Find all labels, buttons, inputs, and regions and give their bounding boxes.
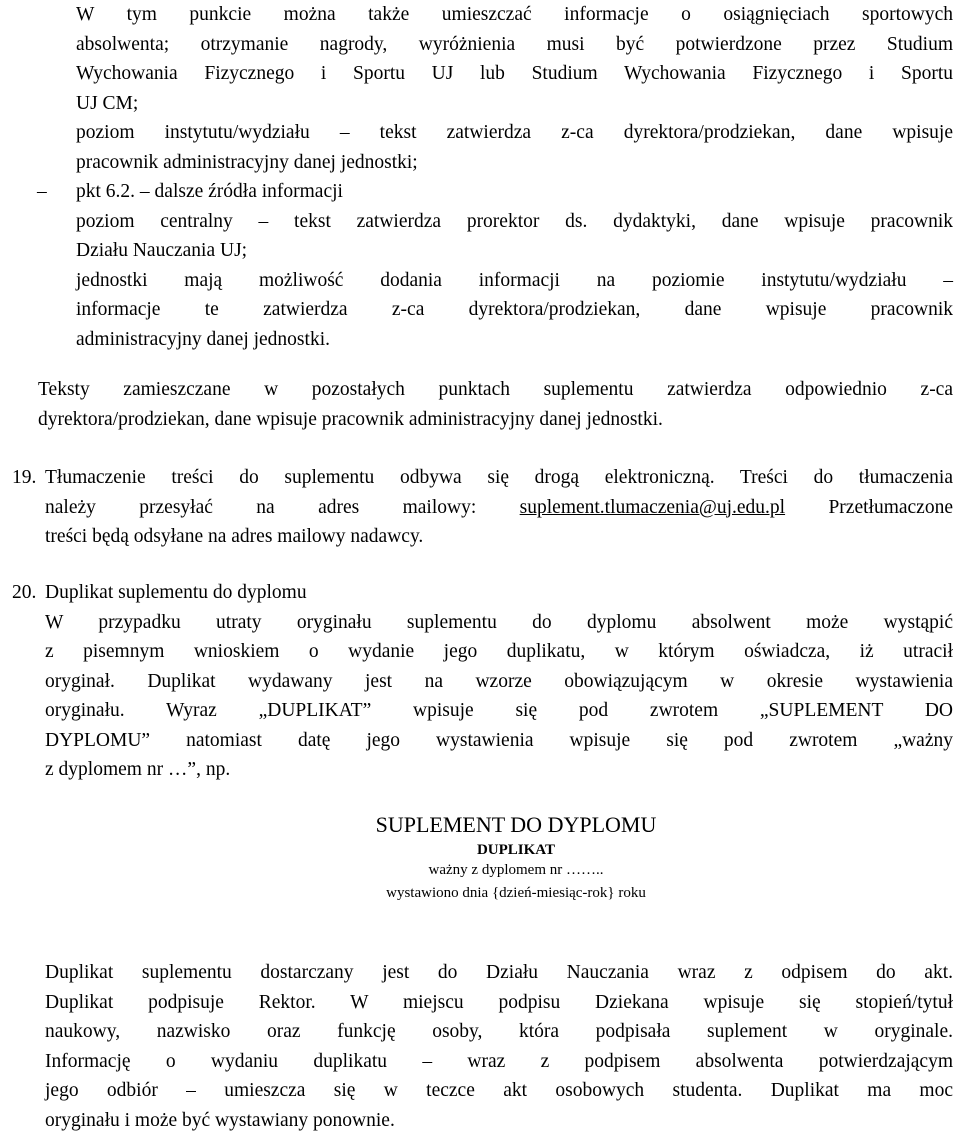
text-line: z pisemnym wnioskiem o wydanie jego duplikatu, w którym oświadcza, iż utracił [45, 637, 953, 667]
text-line: z dyplomem nr …”, np. [45, 755, 953, 785]
text-line: naukowy, nazwisko oraz funkcję osoby, która podpisała suplement w oryginale. [45, 1017, 953, 1047]
sample-header [0, 810, 960, 904]
point-20-number: 20. [12, 578, 36, 608]
text-line: absolwenta; otrzymanie nagrody, wyróżnienia musi być potwierdzone przez Studium [76, 30, 953, 60]
text-line: DYPLOMU” natomiast datę jego wystawienia wpisuje się pod zwrotem „ważny [45, 726, 953, 756]
closing-section [45, 958, 953, 1135]
text-line: oryginału. Wyraz „DUPLIKAT” wpisuje się pod zwrotem „SUPLEMENT DO [45, 696, 953, 726]
intro-section [76, 0, 953, 177]
text-line: W tym punkcie można także umieszczać informacje o osiągnięciach sportowych [76, 0, 953, 30]
text-line: Wychowania Fizycznego i Sportu UJ lub Studium Wychowania Fizycznego i Sportu [76, 59, 953, 89]
other-points-section [38, 375, 953, 434]
text-line: Duplikat podpisuje Rektor. W miejscu podpisu Dziekana wpisuje się stopień/tytuł [45, 988, 953, 1018]
sample-title: SUPLEMENT DO DYPLOMU [0, 810, 960, 840]
text-span: należy przesyłać na adres mailowy: [45, 497, 520, 518]
text-line: administracyjny danej jednostki. [76, 325, 953, 355]
text-line: poziom centralny – tekst zatwierdza prorektor ds. dydaktyki, dane wpisuje pracownik [76, 207, 953, 237]
text-line: jego odbiór – umieszcza się w teczce akt osobowych studenta. Duplikat ma moc [45, 1076, 953, 1106]
email-link[interactable]: suplement.tlumaczenia@uj.edu.pl [520, 497, 785, 518]
text-line: W przypadku utraty oryginału suplementu do dyplomu absolwent może wystąpić [45, 608, 953, 638]
text-line [45, 493, 953, 523]
list-dash: – [37, 177, 47, 207]
text-line: pracownik administracyjny danej jednostki; [76, 148, 953, 178]
point-20-section [45, 578, 953, 785]
text-line: treści będą odsyłane na adres mailowy nadawcy. [45, 522, 953, 552]
text-line: Działu Nauczania UJ; [76, 236, 953, 266]
text-line: jednostki mają możliwość dodania informacji na poziomie instytutu/wydziału – [76, 266, 953, 296]
pkt62-heading: pkt 6.2. – dalsze źródła informacji [76, 177, 953, 207]
text-line: Teksty zamieszczane w pozostałych punktach suplementu zatwierdza odpowiednio z-ca [38, 375, 953, 405]
point-20-title: Duplikat suplementu do dyplomu [45, 578, 953, 608]
text-line: UJ CM; [76, 89, 953, 119]
text-line: oryginał. Duplikat wydawany jest na wzorze obowiązującym w okresie wystawienia [45, 667, 953, 697]
text-span: Przetłumaczone [785, 497, 953, 518]
point-19-number: 19. [12, 463, 36, 493]
text-line: Duplikat suplementu dostarczany jest do Działu Nauczania wraz z odpisem do akt. [45, 958, 953, 988]
point-19-section [45, 463, 953, 552]
text-line: informacje te zatwierdza z-ca dyrektora/prodziekan, dane wpisuje pracownik [76, 295, 953, 325]
sample-wazny: ważny z dyplomem nr …….. [0, 860, 960, 880]
pkt62-section [76, 177, 953, 354]
text-line: Tłumaczenie treści do suplementu odbywa się drogą elektroniczną. Treści do tłumaczenia [45, 463, 953, 493]
sample-wystawiono: wystawiono dnia {dzień-miesiąc-rok} roku [0, 882, 960, 904]
text-line: Informację o wydaniu duplikatu – wraz z podpisem absolwenta potwierdzającym [45, 1047, 953, 1077]
text-line: oryginału i może być wystawiany ponownie. [45, 1106, 953, 1135]
text-line: poziom instytutu/wydziału – tekst zatwierdza z-ca dyrektora/prodziekan, dane wpisuje [76, 118, 953, 148]
sample-duplikat: DUPLIKAT [0, 840, 960, 860]
text-line: dyrektora/prodziekan, dane wpisuje pracownik administracyjny danej jednostki. [38, 405, 953, 435]
